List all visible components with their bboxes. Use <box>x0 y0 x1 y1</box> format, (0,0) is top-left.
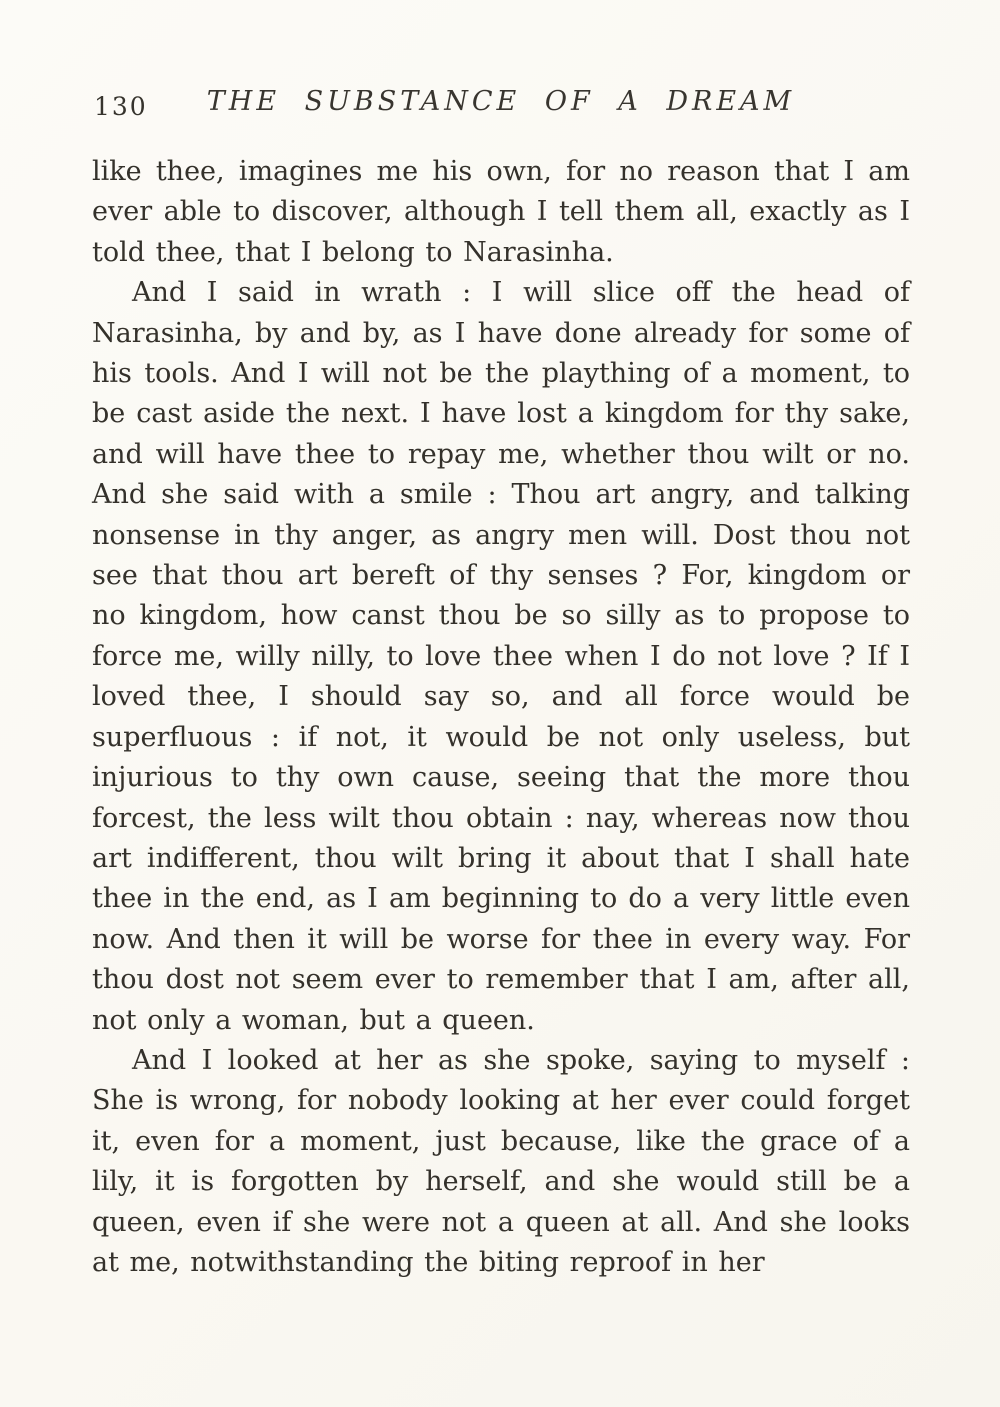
paragraph-2: And I said in wrath : I will slice off the head of Narasinha, by and by, as I have done already for some of his tools. And I will not be the plaything of a moment, to be cast aside the next. I have lost a kingdom for thy sake, and will have thee to repay me, whether thou wilt or no. And she said with a smile : Thou art angry, and talking nonsense in thy anger, as angry men will. Dost thou not see that thou art bereft of thy senses ? For, kingdom or no kingdom, how canst thou be so silly as to propose to force me, willy nilly, to love thee when I do not love ? If I loved thee, I should say so, and all force would be superfluous : if not, it would be not only useless, but injurious to thy own cause, seeing that the more thou forcest, the less wilt thou obtain : nay, whereas now thou art indifferent, thou wilt bring it about that I shall hate thee in the end, as I am beginning to do a very little even now. And then it will be worse for thee in every way. For thou dost not seem ever to remember that I am, after all, not only a woman, but a queen. <box>92 277 910 1036</box>
page-number: 130 <box>94 92 148 121</box>
paragraph-1: like thee, imagines me his own, for no reason that I am ever able to discover, although I tell them all, exactly as I told thee, that I belong to Narasinha. <box>92 156 910 268</box>
running-title: THE SUBSTANCE OF A DREAM <box>206 86 796 117</box>
page-body <box>92 152 910 1283</box>
page-header <box>92 86 910 128</box>
paragraph-3: And I looked at her as she spoke, saying to myself : She is wrong, for nobody looking at her ever could forget it, even for a moment, just because, like the grace of a lily, it is forgotten by herself, and she would still be a queen, even if she were not a queen at all. And she looks at me, notwithstanding the biting reproof in her <box>92 1044 910 1278</box>
